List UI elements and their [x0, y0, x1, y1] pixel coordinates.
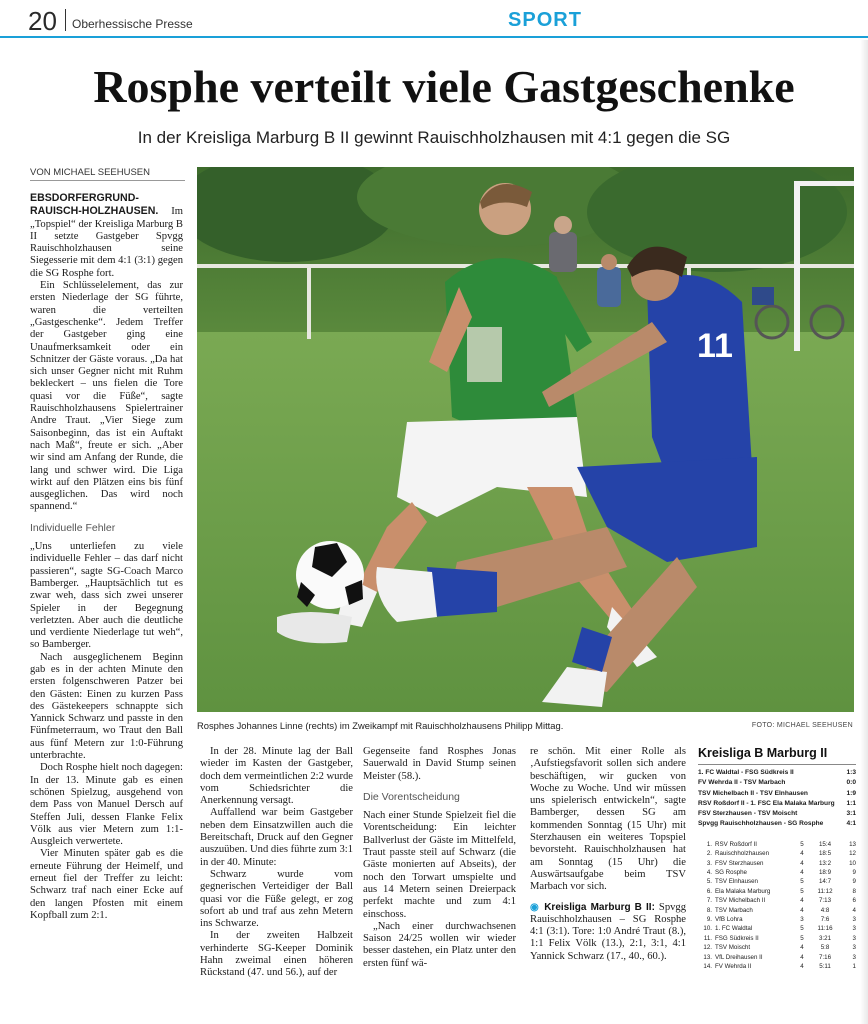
position-cell: 2. [706, 850, 712, 858]
result-row [698, 799, 856, 809]
league-sidebar [698, 746, 856, 971]
table-row [698, 840, 856, 849]
table-row [698, 868, 856, 877]
team-cell [698, 877, 793, 886]
headline: Rosphe verteilt viele Gastgeschenke [93, 61, 795, 112]
goals-cell: 5:8 [820, 944, 830, 952]
played-cell: 5 [800, 934, 804, 942]
team-cell [698, 868, 793, 877]
points-cell: 3 [852, 934, 856, 942]
table-row [698, 896, 856, 905]
position-cell: 11. [703, 934, 712, 942]
goals-cell: 7:16 [818, 953, 832, 961]
points-cell: 9 [852, 878, 856, 886]
sidebar-title: Kreisliga B Marburg II [698, 746, 828, 760]
result-score: 1:3 [846, 769, 856, 776]
team-cell [698, 906, 793, 915]
team-cell [698, 915, 793, 924]
paragraph: Nach ausgeglichenem Beginn gab es in der achten Minute den ersten folgenschweren Patzer bei den Gästen: Einen zu kurzen Pass des Gästekeepers schnappte sich Yannick Schwarz und passte in den Fünfmeterraum, wo Traut den Ball aus fünf Metern zur 1:0-Führung unterbrachte. [30, 651, 183, 762]
result-score: 1:1 [846, 799, 856, 807]
team-name: TSV Elnhausen [715, 878, 758, 886]
team-cell [698, 953, 793, 962]
fact-box-text: Spvgg Rauischholzhausen – SG Rosphe 4:1 (3:1). Tore: 1:0 André Traut (8.), 1:1 Felix Völk (13.), 2:1, 3:1, 4:1 Yannick Schwarz (17., 40., 60.). [530, 901, 687, 962]
result-match: Spvgg Rauischholzhausen - SG Rosphe [698, 820, 824, 828]
position-cell: 12. [703, 944, 712, 952]
goals-cell: 11:12 [817, 887, 833, 895]
result-score: 1:9 [846, 789, 856, 797]
played-cell: 4 [800, 859, 804, 867]
paragraph: „Uns unterliefen zu viele individuelle Fehler – das darf nicht passieren“, sagte SG-Coach Marco Bamberger. „Hauptsächlich tut es zwar weh, dass sich zwei unserer Spieler in der Begegnung verletzten. Aber auch die deutliche und verdiente Niederlage tut weh“, so Bamberger. [30, 541, 183, 651]
jersey-number: 11 [697, 327, 733, 365]
points-cell: 13 [849, 840, 856, 848]
section-label: SPORT [508, 9, 582, 31]
position-cell: 3. [706, 859, 712, 867]
goals-cell: 4:8 [820, 906, 830, 914]
played-cell: 4 [800, 944, 804, 952]
goals-cell: 7:13 [818, 897, 832, 905]
team-name: FV Wehrda II [715, 963, 752, 971]
points-cell: 3 [852, 916, 856, 924]
team-name: VfB Lohra [715, 916, 743, 924]
team-name: SG Rosphe [715, 869, 747, 876]
photo-illustration [197, 167, 854, 712]
results-list [698, 768, 856, 830]
article-column-3 [363, 746, 516, 970]
table-row [698, 849, 856, 858]
paragraph: Vier Minuten später gab es die erneute Führung der Heimelf, und erneut fiel der Treffer zu leicht: Schwarz traf nach einer Ecke auf den langen Pfosten mit einem Kopfball zum 2:1. [30, 848, 183, 921]
goals-cell: 15:4 [818, 840, 832, 848]
position-cell: 14. [703, 963, 712, 971]
team-cell [698, 859, 793, 868]
team-cell [698, 962, 793, 971]
result-score: 0:0 [846, 779, 856, 787]
bullet-icon: ◉ [530, 901, 541, 913]
team-name: TSV Marbach [715, 906, 753, 914]
header-separator [65, 9, 66, 31]
result-match: 1. FC Waldtal - FSG Südkreis II [698, 769, 794, 776]
paragraph: Schwarz wurde vom gegnerischen Verteidiger der Ball quasi vor die Füße gelegt, er zog sofort ab und traf aus zehn Metern ins Schwarze. [200, 868, 353, 930]
position-cell: 8. [706, 906, 712, 914]
byline-divider [30, 180, 185, 181]
page-edge-shadow [860, 40, 868, 1024]
table-row [698, 915, 856, 924]
match-photo [197, 167, 854, 712]
result-score: 3:1 [846, 810, 856, 818]
played-cell: 4 [800, 963, 804, 971]
result-match: FSV Sterzhausen - TSV Moischt [698, 810, 798, 818]
played-cell: 4 [800, 869, 804, 876]
played-cell: 5 [800, 878, 804, 886]
goals-cell: 14:7 [818, 878, 832, 886]
table-row [698, 943, 856, 952]
article-column-4 [530, 746, 686, 963]
points-cell: 3 [852, 925, 856, 933]
team-cell [698, 896, 793, 905]
played-cell: 3 [800, 916, 804, 924]
played-cell: 5 [800, 840, 804, 848]
table-row [698, 906, 856, 915]
result-match: RSV Roßdorf II - 1. FSC Ela Malaka Marburg [698, 799, 835, 807]
team-name: TSV Michelbach II [715, 897, 766, 905]
team-name: TSV Moischt [715, 944, 751, 952]
table-row [698, 953, 856, 962]
played-cell: 4 [800, 906, 804, 914]
table-row [698, 887, 856, 896]
goals-cell: 11:16 [817, 925, 833, 933]
position-cell: 7. [706, 897, 712, 905]
paragraph: In der zweiten Halbzeit verhinderte SG-Keeper Dominik Hahn zweimal einen höheren Rückstand (47. und 56.), auf der [200, 930, 353, 979]
paragraph: re schön. Mit einer Rolle als ‚Aufstiegsfavorit sollen sich andere beschäftigen, wir gucken von Woche zu Woche. Und wir müssen uns spielerisch entwickeln“, sagte Bamberger, dessen SG am kommenden Sonntag (15 Uhr) mit Sterzhausen ein weiteres Topspiel bevorsteht. Rauischholzhausen hat am Sonntag (15 Uhr) die Auswärtsaufgabe beim TSV Marbach vor sich. [530, 746, 686, 893]
played-cell: 4 [800, 953, 804, 961]
team-cell [698, 849, 793, 858]
team-cell [698, 934, 793, 943]
table-row [698, 962, 856, 971]
position-cell: 9. [706, 916, 712, 924]
fact-box [530, 902, 686, 963]
standings-table [698, 840, 856, 972]
team-name: VfL Dreihausen II [715, 953, 763, 961]
points-cell: 1 [852, 963, 856, 971]
result-row [698, 789, 856, 799]
paragraph: Auffallend war beim Gastgeber neben dem Einsatzwillen auch die Bereitschaft, Druck auf den Gegner auszuüben. Und dies führte zum 3:1 in der 40. Minute: [200, 807, 353, 868]
dateline: EBSDORFERGRUND-RAUISCH-HOLZHAUSEN. [30, 192, 159, 218]
result-row [698, 809, 856, 819]
subheading: Individuelle Fehler [30, 521, 116, 534]
team-cell [698, 943, 793, 952]
paragraph: In der 28. Minute lag der Ball wieder im Kasten der Gastgeber, doch dem vermeintlichen 2:2 wurde vom Schiedsrichter die Anerkennung versagt. [200, 746, 353, 807]
result-row [698, 778, 856, 788]
result-row [698, 768, 856, 778]
points-cell: 9 [852, 869, 856, 876]
points-cell: 8 [852, 887, 856, 895]
team-name: FSG Südkreis II [715, 934, 759, 942]
points-cell: 3 [852, 944, 856, 952]
result-row [698, 819, 856, 829]
paragraph: Doch Rosphe hielt noch dagegen: In der 13. Minute gab es einen schönen Spielzug, ausgehend von dem Pass von Manuel Dersch auf Steffen Juli, dessen Flanke Felix Völk aus vier Metern zum 1:1-Ausgleich verwertete. [30, 762, 183, 848]
paragraph: „Nach einer durchwachsenen Saison 24/25 wollen wir wieder besser dastehen, ein Platz unter den ersten fünf wä- [363, 920, 516, 969]
goals-cell: 3:21 [818, 934, 832, 942]
byline: VON MICHAEL SEEHUSEN [30, 167, 151, 178]
result-score: 4:1 [846, 820, 856, 828]
article-column-1 [30, 192, 183, 922]
team-cell [698, 840, 793, 849]
article-column-2 [200, 746, 353, 980]
table-row [698, 877, 856, 886]
team-name: Rauischholzhausen [715, 850, 770, 858]
subheadline: In der Kreisliga Marburg B II gewinnt Rauischholzhausen mit 4:1 gegen die SG [137, 128, 731, 147]
goals-cell: 18:5 [818, 850, 832, 858]
result-match: FV Wehrda II - TSV Marbach [698, 779, 786, 787]
fact-box-title-text: Kreisliga Marburg B II: [544, 901, 655, 913]
newspaper-name: Oberhessische Presse [72, 17, 193, 31]
position-cell: 13. [703, 953, 712, 961]
goals-cell: 7:6 [820, 916, 830, 924]
goals-cell: 13:2 [818, 859, 832, 867]
points-cell: 10 [849, 859, 856, 867]
team-name: FSV Sterzhausen [715, 859, 764, 867]
goals-cell: 18:9 [818, 869, 832, 876]
played-cell: 5 [800, 925, 804, 933]
team-name: 1. FC Waldtal [715, 925, 753, 933]
position-cell: 6. [706, 887, 712, 895]
page-header [0, 0, 868, 38]
paragraph: Nach einer Stunde Spielzeit fiel die Vorentscheidung: Ein leichter Ballverlust der Gäste im Mittelfeld, Traut passte steil auf Schwarz (die Gäste monierten auf Abseits), der noch den Torwart umspielte und aus 14 Metern seinen Dreierpack perfekt machte und zum 4:1 einschoss. [363, 810, 516, 920]
result-match: TSV Michelbach II - TSV Elnhausen [698, 789, 808, 797]
team-cell [698, 887, 793, 896]
played-cell: 4 [800, 897, 804, 905]
points-cell: 12 [849, 850, 856, 858]
points-cell: 3 [852, 953, 856, 961]
position-cell: 5. [706, 878, 712, 886]
position-cell: 4. [706, 869, 712, 876]
team-name: RSV Roßdorf II [715, 840, 757, 848]
paragraph [30, 192, 183, 280]
sidebar-divider [698, 764, 856, 765]
photo-credit: FOTO: MICHAEL SEEHUSEN [751, 722, 853, 729]
paragraph-text: Im „Topspiel“ der Kreisliga Marburg B II setzte Gastgeber Spvgg Rauischholzhausen seine Siegesserie mit dem 4:1 (3:1) gegen die SG Rosphe fort. [30, 206, 183, 279]
photo-caption: Rosphes Johannes Linne (rechts) im Zweikampf mit Rauischholzhausens Philipp Mittag. [197, 720, 564, 731]
table-row [698, 934, 856, 943]
points-cell: 6 [852, 897, 856, 905]
goals-cell: 5:11 [819, 963, 831, 971]
fact-box-title [530, 902, 655, 913]
paragraph: Ein Schlüsselelement, das zur ersten Niederlage der SG führte, waren die verteilten „Gastgeschenke“. Jedem Treffer der Gastgeber ging eine Unaufmerksamkeit oder ein Schnitzer der Gäste voraus. „Da hat sich unser Gegner nicht mit Ruhm bekleckert – uns fielen die Tore quasi vor die Füße“, sagte Rauischholzhausens Spielertrainer Andre Traut. „Vier Siege zum Saisonbeginn, das ist ein Auftakt nach Maß“, freute er sich. „Aber wir sind am Anfang der Runde, die lang und schwer wird. Die Liga wirkt auf den Plätzen eins bis fünf ausgeglichen. Das wird noch spannend.“ [30, 280, 183, 513]
team-cell [698, 924, 793, 933]
played-cell: 4 [800, 850, 804, 858]
played-cell: 5 [800, 887, 804, 895]
position-cell: 10. [703, 925, 712, 933]
table-row [698, 859, 856, 868]
points-cell: 4 [852, 906, 856, 914]
team-name: Ela Malaka Marburg [715, 887, 771, 895]
subheading: Die Vorentscheidung [363, 790, 460, 803]
paragraph: Gegenseite fand Rosphes Jonas Sauerwald in David Stump seinen Meister (58.). [363, 746, 516, 782]
position-cell: 1. [706, 840, 712, 848]
table-row [698, 924, 856, 933]
page-number: 20 [28, 6, 57, 36]
